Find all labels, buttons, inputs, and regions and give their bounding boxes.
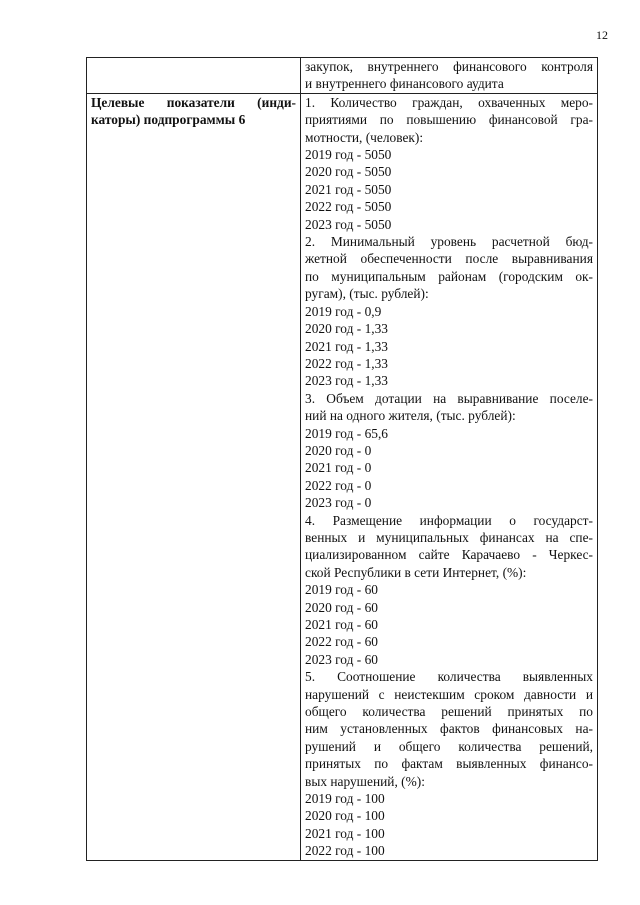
indicator-title-line: ний на одного жителя, (тыс. рублей): (305, 408, 516, 424)
indicator-value: 2023 год - 0 (305, 495, 372, 511)
indicator-value: 2020 год - 5050 (305, 164, 392, 180)
indicator-title-line: приятиями по повышению финансовой гра- (305, 112, 593, 128)
table-row (87, 93, 598, 860)
indicator-value: 2022 год - 60 (305, 634, 378, 650)
indicator-title-line: 2. Минимальный уровень расчетной бюд- (305, 234, 593, 250)
indicator-value: 2021 год - 5050 (305, 181, 392, 197)
indicator-block (305, 94, 593, 233)
indicator-title-line: мотности, (человек): (305, 129, 424, 145)
indicator-value: 2023 год - 60 (305, 651, 378, 667)
page-number: 12 (596, 28, 608, 42)
indicator-value: 2020 год - 1,33 (305, 321, 388, 337)
indicator-value: 2022 год - 100 (305, 843, 385, 859)
label-line: каторы) подпрограммы 6 (91, 112, 246, 128)
indicator-value: 2019 год - 0,9 (305, 303, 382, 319)
row1-label-cell (87, 58, 301, 94)
indicator-title-line: общего количества решений принятых по (305, 704, 593, 720)
indicator-value: 2019 год - 60 (305, 582, 378, 598)
indicator-title-line: жетной обеспеченности после выравнивания (305, 251, 593, 267)
indicator-value: 2019 год - 65,6 (305, 425, 388, 441)
indicator-title-line: венных и муниципальных финансах на спе- (305, 529, 593, 545)
indicator-value: 2021 год - 1,33 (305, 338, 388, 354)
indicator-block (305, 390, 593, 512)
subprogram-passport-table (86, 57, 598, 861)
indicator-title-line: по муниципальным районам (городским ок- (305, 268, 593, 284)
indicator-value: 2023 год - 1,33 (305, 373, 388, 389)
indicator-value: 2019 год - 100 (305, 791, 385, 807)
indicator-block (305, 668, 593, 859)
row1-value-cell (301, 58, 598, 94)
indicator-title-line: циализированном сайте Карачаево - Черкес- (305, 547, 593, 563)
indicator-title-line: ской Республики в сети Интернет, (%): (305, 564, 527, 580)
indicator-title-line: 4. Размещение информации о государст- (305, 512, 593, 528)
indicator-title-line: 1. Количество граждан, охваченных меро- (305, 94, 593, 110)
indicator-title-line: рушений и общего количества решений, (305, 738, 593, 754)
indicator-value: 2020 год - 100 (305, 808, 385, 824)
indicator-value: 2022 год - 0 (305, 477, 372, 493)
indicator-title-line: нарушений с неистекшим сроком давности и (305, 686, 593, 702)
indicator-block (305, 512, 593, 669)
table-row (87, 58, 598, 94)
indicator-title-line: ним установленных фактов финансовых на- (305, 721, 593, 737)
text-line: и внутреннего финансового аудита (305, 76, 504, 92)
indicator-value: 2022 год - 1,33 (305, 355, 388, 371)
indicator-block (305, 233, 593, 390)
indicator-value: 2020 год - 60 (305, 599, 378, 615)
indicator-value: 2022 год - 5050 (305, 199, 392, 215)
indicator-value: 2019 год - 5050 (305, 147, 392, 163)
indicator-value: 2023 год - 5050 (305, 216, 392, 232)
label-line: Целевые показатели (инди- (91, 94, 296, 110)
indicator-value: 2021 год - 60 (305, 617, 378, 632)
indicator-title-line: ругам), (тыс. рублей): (305, 286, 429, 302)
indicator-value: 2021 год - 0 (305, 460, 372, 476)
target-indicators-value-cell (301, 93, 598, 860)
text-line: закупок, внутреннего финансового контроля (305, 59, 593, 74)
target-indicators-label-cell (87, 93, 301, 860)
indicator-value: 2020 год - 0 (305, 442, 372, 458)
indicator-title-line: 5. Соотношение количества выявленных (305, 669, 593, 685)
indicator-title-line: 3. Объем дотации на выравнивание поселе- (305, 390, 593, 406)
indicator-value: 2021 год - 100 (305, 825, 385, 841)
indicator-title-line: принятых по фактам выявленных финансо- (305, 756, 593, 772)
indicator-title-line: вых нарушений, (%): (305, 773, 425, 789)
